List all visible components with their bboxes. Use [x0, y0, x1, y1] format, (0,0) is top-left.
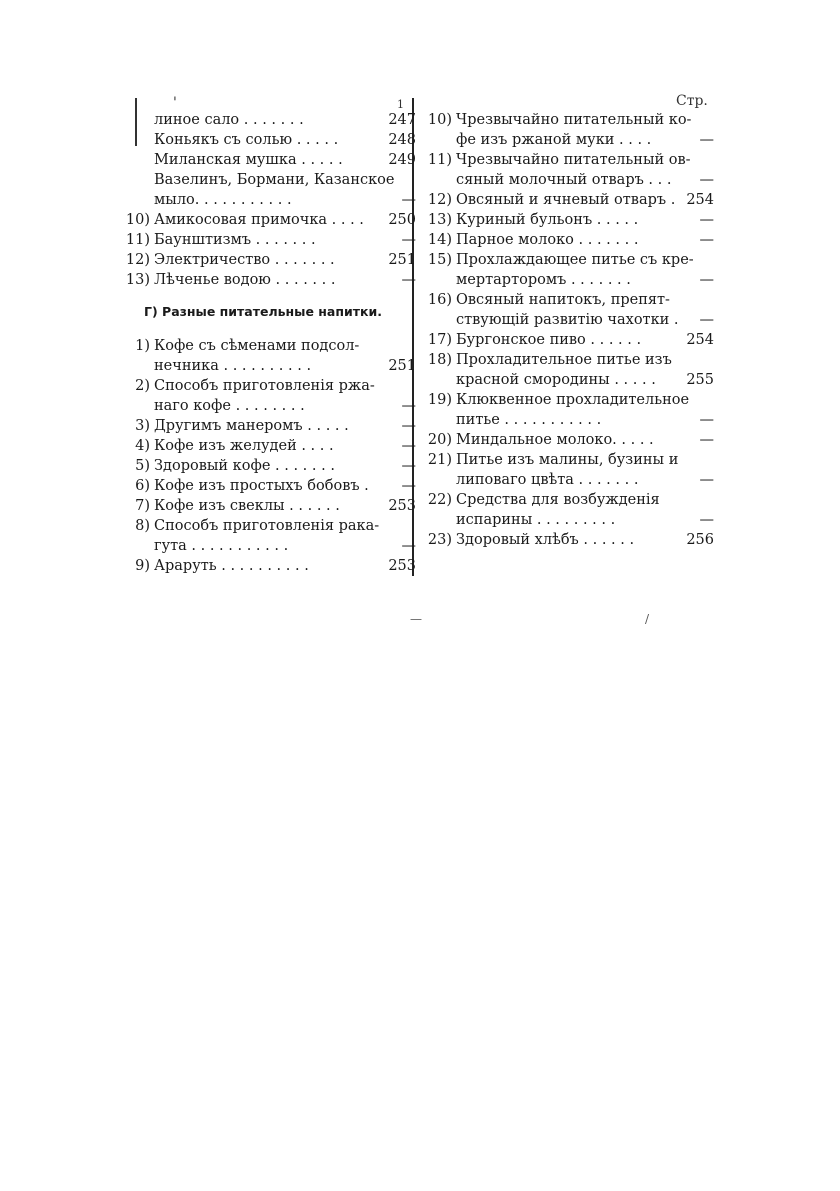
entry-page-number: —	[699, 132, 714, 148]
toc-entry	[118, 336, 416, 356]
entry-title: испарины . . . . . . . . .	[456, 512, 616, 528]
entry-number: 15)	[427, 252, 452, 268]
entry-page-number: —	[401, 538, 416, 554]
entry-number: 8)	[135, 518, 150, 534]
entry-number: 7)	[135, 498, 150, 514]
entry-number: 20)	[427, 432, 452, 448]
entry-page-number: —	[699, 172, 714, 188]
entry-title: нечника . . . . . . . . . .	[154, 358, 312, 374]
toc-entry	[420, 230, 714, 250]
toc-entry	[420, 370, 714, 390]
toc-entry	[420, 390, 714, 410]
entry-page-number: 247	[388, 112, 416, 128]
entry-page-number: —	[401, 232, 416, 248]
entry-page-number: 254	[686, 332, 714, 348]
entry-number: 11)	[125, 232, 150, 248]
entry-number: 11)	[427, 152, 452, 168]
toc-entry	[118, 230, 416, 250]
entry-number: 12)	[125, 252, 150, 268]
entry-page-number: 251	[388, 358, 416, 374]
entry-number: 23)	[427, 532, 452, 548]
toc-entry	[118, 190, 416, 210]
entry-number: 14)	[427, 232, 452, 248]
entry-page-number: —	[699, 232, 714, 248]
toc-entry	[420, 130, 714, 150]
toc-entry	[420, 410, 714, 430]
entry-number: 13)	[125, 272, 150, 288]
toc-entry	[420, 450, 714, 470]
entry-title: Средства для возбужденія	[456, 492, 660, 508]
entry-title: мыло. . . . . . . . . . .	[154, 192, 292, 208]
toc-entry	[420, 530, 714, 550]
entry-title: Миндальное молоко. . . . .	[456, 432, 654, 448]
entry-page-number: —	[699, 432, 714, 448]
toc-entry	[118, 356, 416, 376]
entry-page-number: 256	[686, 532, 714, 548]
entry-page-number: —	[699, 512, 714, 528]
toc-entry	[420, 510, 714, 530]
toc-entry	[118, 250, 416, 270]
entry-number: 9)	[135, 558, 150, 574]
toc-entry	[420, 490, 714, 510]
header-center-mark: 1	[397, 98, 404, 111]
toc-entry	[420, 110, 714, 130]
entry-title: Амикосовая примочка . . . .	[154, 212, 364, 228]
right-entry-list	[420, 110, 714, 550]
toc-entry	[118, 416, 416, 436]
entry-page-number: 250	[388, 212, 416, 228]
entry-page-number: —	[699, 472, 714, 488]
entry-title: Араруть . . . . . . . . . .	[154, 558, 309, 574]
entry-title: Коньякъ съ солью . . . . .	[154, 132, 339, 148]
entry-number: 17)	[427, 332, 452, 348]
entry-title: мертарторомъ . . . . . . .	[456, 272, 631, 288]
toc-entry	[118, 210, 416, 230]
entry-title: красной смородины . . . . .	[456, 372, 656, 388]
toc-entry	[118, 130, 416, 150]
entry-number: 12)	[427, 192, 452, 208]
entry-number: 10)	[427, 112, 452, 128]
entry-number: 18)	[427, 352, 452, 368]
entry-page-number: —	[401, 438, 416, 454]
toc-entry	[420, 310, 714, 330]
entry-title: Овсяный напитокъ, препят-	[456, 292, 670, 308]
entry-number: 13)	[427, 212, 452, 228]
toc-entry	[118, 170, 416, 190]
entry-title: Кофе изъ желудей . . . .	[154, 438, 334, 454]
entry-title: Бургонское пиво . . . . . .	[456, 332, 642, 348]
entry-number: 2)	[135, 378, 150, 394]
entry-page-number: —	[401, 272, 416, 288]
right-column	[420, 110, 714, 550]
entry-title: фе изъ ржаной муки . . . .	[456, 132, 652, 148]
toc-entry	[118, 436, 416, 456]
entry-title: Куриный бульонъ . . . . .	[456, 212, 639, 228]
toc-entry	[118, 516, 416, 536]
entry-title: Способъ приготовленія ржа-	[154, 378, 375, 394]
stray-tick-mark: /	[645, 612, 650, 626]
entry-title: сяный молочный отваръ . . .	[456, 172, 672, 188]
entry-title: Кофе съ сѣменами подсол-	[154, 338, 360, 354]
entry-number: 5)	[135, 458, 150, 474]
toc-entry	[420, 150, 714, 170]
entry-page-number: 248	[388, 132, 416, 148]
entry-number: 16)	[427, 292, 452, 308]
toc-entry	[420, 250, 714, 270]
left-entry-list	[118, 110, 416, 290]
entry-number: 4)	[135, 438, 150, 454]
entry-title: Прохладительное питье изъ	[456, 352, 672, 368]
entry-title: липоваго цвѣта . . . . . . .	[456, 472, 639, 488]
entry-title: питье . . . . . . . . . . .	[456, 412, 602, 428]
entry-title: ствующій развитію чахотки .	[456, 312, 679, 328]
entry-page-number: —	[699, 412, 714, 428]
toc-entry	[118, 476, 416, 496]
header-left-mark: '	[173, 95, 177, 111]
toc-entry	[420, 210, 714, 230]
entry-title: Миланская мушка . . . . .	[154, 152, 343, 168]
entry-title: линое сало . . . . . . .	[154, 112, 304, 128]
entry-number: 1)	[135, 338, 150, 354]
left-column	[118, 110, 416, 576]
entry-title: Клюквенное прохладительное	[456, 392, 690, 408]
toc-entry	[118, 150, 416, 170]
entry-title: гута . . . . . . . . . . .	[154, 538, 289, 554]
toc-entry	[118, 536, 416, 556]
entry-title: Кофе изъ свеклы . . . . . .	[154, 498, 340, 514]
entry-page-number: —	[699, 272, 714, 288]
entry-page-number: —	[401, 418, 416, 434]
toc-entry	[420, 470, 714, 490]
entry-page-number: 253	[388, 558, 416, 574]
entry-page-number: —	[699, 212, 714, 228]
toc-entry	[420, 430, 714, 450]
entry-page-number: 254	[686, 192, 714, 208]
entry-number: 22)	[427, 492, 452, 508]
stray-dash-mark: —	[410, 612, 422, 626]
toc-entry	[118, 396, 416, 416]
entry-page-number: —	[699, 312, 714, 328]
entry-title: наго кофе . . . . . . . .	[154, 398, 305, 414]
toc-entry	[420, 190, 714, 210]
entry-title: Овсяный и ячневый отваръ .	[456, 192, 676, 208]
beverages-entry-list	[118, 336, 416, 576]
toc-entry	[420, 170, 714, 190]
entry-page-number: 255	[686, 372, 714, 388]
toc-entry	[118, 496, 416, 516]
entry-number: 21)	[427, 452, 452, 468]
entry-number: 19)	[427, 392, 452, 408]
entry-title: Другимъ манеромъ . . . . .	[154, 418, 349, 434]
entry-number: 10)	[125, 212, 150, 228]
entry-title: Способъ приготовленія рака-	[154, 518, 380, 534]
entry-title: Электричество . . . . . . .	[154, 252, 335, 268]
toc-entry	[118, 456, 416, 476]
entry-page-number: —	[401, 478, 416, 494]
entry-page-number: —	[401, 192, 416, 208]
entry-title: Вазелинъ, Бормани, Казанское	[154, 172, 395, 188]
toc-entry	[420, 350, 714, 370]
toc-entry	[118, 110, 416, 130]
toc-entry	[118, 270, 416, 290]
entry-title: Баунштизмъ . . . . . . .	[154, 232, 316, 248]
toc-entry	[118, 376, 416, 396]
entry-title: Прохлаждающее питье съ кре-	[456, 252, 694, 268]
toc-entry	[420, 330, 714, 350]
entry-page-number: 249	[388, 152, 416, 168]
entry-page-number: —	[401, 398, 416, 414]
entry-title: Здоровый кофе . . . . . . .	[154, 458, 335, 474]
entry-page-number: 251	[388, 252, 416, 268]
section-heading: Г) Разные питательные напитки.	[144, 304, 382, 319]
header-page-label: Стр.	[676, 93, 708, 109]
toc-entry	[420, 290, 714, 310]
entry-title: Кофе изъ простыхъ бобовъ .	[154, 478, 369, 494]
entry-title: Лѣченье водою . . . . . . .	[154, 272, 336, 288]
toc-entry	[420, 270, 714, 290]
entry-title: Чрезвычайно питательный ко-	[456, 112, 692, 128]
entry-page-number: —	[401, 458, 416, 474]
entry-number: 6)	[135, 478, 150, 494]
entry-title: Парное молоко . . . . . . .	[456, 232, 639, 248]
entry-page-number: 253	[388, 498, 416, 514]
entry-title: Чрезвычайно питательный ов-	[456, 152, 691, 168]
entry-title: Здоровый хлѣбъ . . . . . .	[456, 532, 635, 548]
toc-entry	[118, 556, 416, 576]
entry-title: Питье изъ малины, бузины и	[456, 452, 679, 468]
entry-number: 3)	[135, 418, 150, 434]
